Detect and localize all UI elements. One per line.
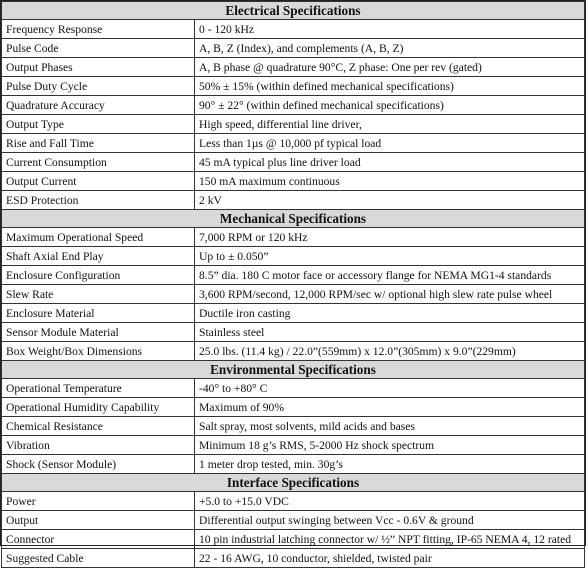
spec-value: 10 pin industrial latching connector w/ ½” NPT fitting, IP-65 NEMA 4, 12 rated (195, 530, 585, 549)
spec-value: 0 - 120 kHz (195, 20, 585, 39)
spec-label: Pulse Code (2, 39, 195, 58)
spec-label: Rise and Fall Time (2, 134, 195, 153)
spec-label: Box Weight/Box Dimensions (2, 342, 195, 361)
spec-value: 1 meter drop tested, min. 30g’s (195, 455, 585, 474)
spec-label: Maximum Operational Speed (2, 228, 195, 247)
spec-row (2, 191, 585, 210)
spec-label: Current Consumption (2, 153, 195, 172)
spec-row (2, 455, 585, 474)
specifications-table-body (2, 2, 585, 568)
spec-label: Operational Humidity Capability (2, 398, 195, 417)
spec-value: A, B phase @ quadrature 90°C, Z phase: One per rev (gated) (195, 58, 585, 77)
spec-label: Quadrature Accuracy (2, 96, 195, 115)
spec-value: Less than 1µs @ 10,000 pf typical load (195, 134, 585, 153)
section-title: Mechanical Specifications (2, 210, 585, 228)
spec-label: Frequency Response (2, 20, 195, 39)
spec-row (2, 247, 585, 266)
spec-row (2, 342, 585, 361)
spec-label: Sensor Module Material (2, 323, 195, 342)
spec-value: Stainless steel (195, 323, 585, 342)
spec-value: High speed, differential line driver, (195, 115, 585, 134)
spec-label: Chemical Resistance (2, 417, 195, 436)
spec-label: Shaft Axial End Play (2, 247, 195, 266)
spec-label: Suggested Cable (2, 549, 195, 568)
spec-label: Output Phases (2, 58, 195, 77)
spec-row (2, 436, 585, 455)
spec-value: 45 mA typical plus line driver load (195, 153, 585, 172)
spec-row (2, 228, 585, 247)
spec-value: A, B, Z (Index), and complements (A, B, Z) (195, 39, 585, 58)
spec-row (2, 115, 585, 134)
spec-row (2, 398, 585, 417)
spec-row (2, 323, 585, 342)
spec-row (2, 96, 585, 115)
spec-value: 25.0 lbs. (11.4 kg) / 22.0”(559mm) x 12.0”(305mm) x 9.0”(229mm) (195, 342, 585, 361)
spec-row (2, 379, 585, 398)
spec-label: Power (2, 492, 195, 511)
spec-value: Up to ± 0.050” (195, 247, 585, 266)
spec-value: +5.0 to +15.0 VDC (195, 492, 585, 511)
spec-row (2, 417, 585, 436)
section-header-row (2, 361, 585, 379)
specifications-table (1, 1, 585, 568)
spec-row (2, 530, 585, 549)
spec-value: 7,000 RPM or 120 kHz (195, 228, 585, 247)
spec-label: Enclosure Configuration (2, 266, 195, 285)
spec-value: Salt spray, most solvents, mild acids and bases (195, 417, 585, 436)
spec-row (2, 58, 585, 77)
spec-row (2, 77, 585, 96)
spec-value: 90° ± 22° (within defined mechanical specifications) (195, 96, 585, 115)
spec-label: Operational Temperature (2, 379, 195, 398)
spec-value: 150 mA maximum continuous (195, 172, 585, 191)
spec-label: Connector (2, 530, 195, 549)
spec-label: ESD Protection (2, 191, 195, 210)
spec-value: Differential output swinging between Vcc - 0.6V & ground (195, 511, 585, 530)
spec-label: Output (2, 511, 195, 530)
spec-row (2, 304, 585, 323)
spec-label: Vibration (2, 436, 195, 455)
spec-row (2, 549, 585, 568)
spec-row (2, 285, 585, 304)
section-header-row (2, 210, 585, 228)
spec-label: Output Type (2, 115, 195, 134)
spec-value: 3,600 RPM/second, 12,000 RPM/sec w/ optional high slew rate pulse wheel (195, 285, 585, 304)
spec-row (2, 20, 585, 39)
spec-label: Slew Rate (2, 285, 195, 304)
spec-row (2, 511, 585, 530)
spec-label: Enclosure Material (2, 304, 195, 323)
spec-value: -40° to +80° C (195, 379, 585, 398)
section-header-row (2, 474, 585, 492)
spec-row (2, 153, 585, 172)
spec-value: Maximum of 90% (195, 398, 585, 417)
spec-value: 8.5” dia. 180 C motor face or accessory flange for NEMA MG1-4 standards (195, 266, 585, 285)
spec-value: Minimum 18 g’s RMS, 5-2000 Hz shock spectrum (195, 436, 585, 455)
spec-row (2, 492, 585, 511)
spec-value: Ductile iron casting (195, 304, 585, 323)
spec-label: Shock (Sensor Module) (2, 455, 195, 474)
section-title: Environmental Specifications (2, 361, 585, 379)
spec-label: Output Current (2, 172, 195, 191)
spec-value: 22 - 16 AWG, 10 conductor, shielded, twisted pair (195, 549, 585, 568)
section-title: Interface Specifications (2, 474, 585, 492)
spec-row (2, 266, 585, 285)
spec-value: 2 kV (195, 191, 585, 210)
spec-row (2, 134, 585, 153)
spec-row (2, 172, 585, 191)
spec-row (2, 39, 585, 58)
section-title: Electrical Specifications (2, 2, 585, 20)
spec-value: 50% ± 15% (within defined mechanical specifications) (195, 77, 585, 96)
section-header-row (2, 2, 585, 20)
spec-label: Pulse Duty Cycle (2, 77, 195, 96)
